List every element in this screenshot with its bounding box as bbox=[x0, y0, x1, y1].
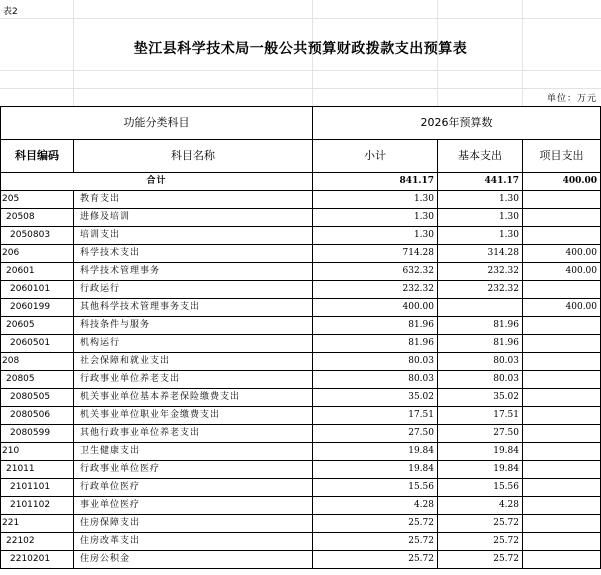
subtotal-cell: 19.84 bbox=[313, 443, 438, 461]
code-header: 科目编码 bbox=[1, 140, 74, 173]
project-cell bbox=[523, 371, 601, 389]
code-cell: 21011 bbox=[1, 461, 74, 479]
project-cell bbox=[523, 497, 601, 515]
name-cell: 住房公积金 bbox=[74, 551, 313, 569]
code-cell: 2210201 bbox=[1, 551, 74, 569]
subtotal-cell: 15.56 bbox=[313, 479, 438, 497]
project-cell bbox=[523, 389, 601, 407]
code-cell: 20601 bbox=[1, 263, 74, 281]
code-cell: 20605 bbox=[1, 317, 74, 335]
code-cell: 22102 bbox=[1, 533, 74, 551]
basic-cell: 25.72 bbox=[438, 515, 523, 533]
table-row bbox=[1, 425, 601, 443]
basic-cell: 17.51 bbox=[438, 407, 523, 425]
subtotal-cell: 25.72 bbox=[313, 515, 438, 533]
sheet-label: 表2 bbox=[3, 7, 18, 17]
basic-cell: 19.84 bbox=[438, 461, 523, 479]
table-row bbox=[1, 353, 601, 371]
project-cell: 400.00 bbox=[523, 245, 601, 263]
subtotal-cell: 1.30 bbox=[313, 191, 438, 209]
subtotal-cell: 632.32 bbox=[313, 263, 438, 281]
name-cell: 事业单位医疗 bbox=[74, 497, 313, 515]
name-cell: 机构运行 bbox=[74, 335, 313, 353]
code-cell: 2060199 bbox=[1, 299, 74, 317]
code-cell: 2101101 bbox=[1, 479, 74, 497]
table-row bbox=[1, 299, 601, 317]
category-header: 功能分类科目 bbox=[1, 107, 313, 140]
basic-cell: 27.50 bbox=[438, 425, 523, 443]
subtotal-cell: 232.32 bbox=[313, 281, 438, 299]
project-cell bbox=[523, 443, 601, 461]
project-cell bbox=[523, 335, 601, 353]
table-row bbox=[1, 497, 601, 515]
table-row bbox=[1, 407, 601, 425]
subtotal-cell: 19.84 bbox=[313, 461, 438, 479]
code-cell: 2080506 bbox=[1, 407, 74, 425]
basic-cell: 232.32 bbox=[438, 263, 523, 281]
project-cell bbox=[523, 353, 601, 371]
name-cell: 进修及培训 bbox=[74, 209, 313, 227]
table-row bbox=[1, 263, 601, 281]
grid-row-line bbox=[0, 88, 601, 89]
basic-cell: 25.72 bbox=[438, 533, 523, 551]
table-row bbox=[1, 551, 601, 569]
project-cell bbox=[523, 281, 601, 299]
name-cell: 其他行政事业单位养老支出 bbox=[74, 425, 313, 443]
unit-label: 单位：万元 bbox=[546, 94, 597, 104]
project-cell bbox=[523, 551, 601, 569]
project-cell bbox=[523, 515, 601, 533]
table-row bbox=[1, 335, 601, 353]
basic-cell: 1.30 bbox=[438, 227, 523, 245]
name-cell: 机关事业单位基本养老保险缴费支出 bbox=[74, 389, 313, 407]
subtotal-cell: 4.28 bbox=[313, 497, 438, 515]
name-cell: 科学技术管理事务 bbox=[74, 263, 313, 281]
name-cell: 行政事业单位医疗 bbox=[74, 461, 313, 479]
subtotal-cell: 25.72 bbox=[313, 551, 438, 569]
basic-cell: 80.03 bbox=[438, 353, 523, 371]
total-project: 400.00 bbox=[523, 173, 601, 191]
subtotal-cell: 27.50 bbox=[313, 425, 438, 443]
name-cell: 科学技术支出 bbox=[74, 245, 313, 263]
basic-cell: 81.96 bbox=[438, 335, 523, 353]
basic-cell: 4.28 bbox=[438, 497, 523, 515]
basic-cell: 25.72 bbox=[438, 551, 523, 569]
project-cell bbox=[523, 317, 601, 335]
subtotal-cell: 35.02 bbox=[313, 389, 438, 407]
subtotal-cell: 25.72 bbox=[313, 533, 438, 551]
total-row bbox=[1, 173, 601, 191]
name-cell: 住房保障支出 bbox=[74, 515, 313, 533]
name-cell: 行政运行 bbox=[74, 281, 313, 299]
table-row bbox=[1, 317, 601, 335]
subtotal-cell: 1.30 bbox=[313, 209, 438, 227]
grid-row-line bbox=[0, 18, 601, 19]
project-cell bbox=[523, 209, 601, 227]
header-row-2 bbox=[1, 140, 601, 173]
code-cell: 2101102 bbox=[1, 497, 74, 515]
name-cell: 社会保障和就业支出 bbox=[74, 353, 313, 371]
code-cell: 20805 bbox=[1, 371, 74, 389]
table-row bbox=[1, 389, 601, 407]
code-cell: 210 bbox=[1, 443, 74, 461]
code-cell: 2060501 bbox=[1, 335, 74, 353]
name-cell: 行政单位医疗 bbox=[74, 479, 313, 497]
basic-cell: 314.28 bbox=[438, 245, 523, 263]
subtotal-cell: 1.30 bbox=[313, 227, 438, 245]
subtotal-cell: 80.03 bbox=[313, 353, 438, 371]
name-cell: 卫生健康支出 bbox=[74, 443, 313, 461]
table-row bbox=[1, 479, 601, 497]
code-cell: 221 bbox=[1, 515, 74, 533]
basic-cell: 81.96 bbox=[438, 317, 523, 335]
code-cell: 2050803 bbox=[1, 227, 74, 245]
project-cell: 400.00 bbox=[523, 263, 601, 281]
subtotal-cell: 81.96 bbox=[313, 335, 438, 353]
total-label: 合计 bbox=[1, 173, 313, 191]
project-cell bbox=[523, 227, 601, 245]
table-row bbox=[1, 209, 601, 227]
code-cell: 208 bbox=[1, 353, 74, 371]
basic-cell: 80.03 bbox=[438, 371, 523, 389]
name-cell: 培训支出 bbox=[74, 227, 313, 245]
project-cell bbox=[523, 191, 601, 209]
table-row bbox=[1, 515, 601, 533]
subtotal-cell: 17.51 bbox=[313, 407, 438, 425]
table-row bbox=[1, 533, 601, 551]
name-cell: 机关事业单位职业年金缴费支出 bbox=[74, 407, 313, 425]
header-row-1 bbox=[1, 107, 601, 140]
table-row bbox=[1, 443, 601, 461]
total-basic: 441.17 bbox=[438, 173, 523, 191]
basic-cell: 19.84 bbox=[438, 443, 523, 461]
total-subtotal: 841.17 bbox=[313, 173, 438, 191]
basic-cell: 35.02 bbox=[438, 389, 523, 407]
code-cell: 2080599 bbox=[1, 425, 74, 443]
project-cell bbox=[523, 407, 601, 425]
name-cell: 科技条件与服务 bbox=[74, 317, 313, 335]
subtotal-cell: 81.96 bbox=[313, 317, 438, 335]
code-cell: 206 bbox=[1, 245, 74, 263]
project-cell bbox=[523, 533, 601, 551]
code-cell: 205 bbox=[1, 191, 74, 209]
project-header: 项目支出 bbox=[523, 140, 601, 173]
name-cell: 行政事业单位养老支出 bbox=[74, 371, 313, 389]
project-cell bbox=[523, 461, 601, 479]
table-row bbox=[1, 371, 601, 389]
table-row bbox=[1, 227, 601, 245]
table-row bbox=[1, 245, 601, 263]
budget-table bbox=[0, 106, 601, 569]
code-cell: 2080505 bbox=[1, 389, 74, 407]
table-row bbox=[1, 191, 601, 209]
budget-header: 2026年预算数 bbox=[313, 107, 601, 140]
basic-cell: 1.30 bbox=[438, 209, 523, 227]
project-cell bbox=[523, 425, 601, 443]
name-cell: 教育支出 bbox=[74, 191, 313, 209]
project-cell: 400.00 bbox=[523, 299, 601, 317]
basic-cell: 15.56 bbox=[438, 479, 523, 497]
table-row bbox=[1, 461, 601, 479]
subtotal-header: 小计 bbox=[313, 140, 438, 173]
basic-cell bbox=[438, 299, 523, 317]
name-header: 科目名称 bbox=[74, 140, 313, 173]
subtotal-cell: 80.03 bbox=[313, 371, 438, 389]
subtotal-cell: 714.28 bbox=[313, 245, 438, 263]
code-cell: 2060101 bbox=[1, 281, 74, 299]
basic-cell: 1.30 bbox=[438, 191, 523, 209]
table-row bbox=[1, 281, 601, 299]
project-cell bbox=[523, 479, 601, 497]
subtotal-cell: 400.00 bbox=[313, 299, 438, 317]
page-title: 垫江县科学技术局一般公共预算财政拨款支出预算表 bbox=[133, 41, 468, 57]
grid-row-line bbox=[0, 70, 601, 71]
basic-cell: 232.32 bbox=[438, 281, 523, 299]
basic-header: 基本支出 bbox=[438, 140, 523, 173]
code-cell: 20508 bbox=[1, 209, 74, 227]
name-cell: 其他科学技术管理事务支出 bbox=[74, 299, 313, 317]
name-cell: 住房改革支出 bbox=[74, 533, 313, 551]
